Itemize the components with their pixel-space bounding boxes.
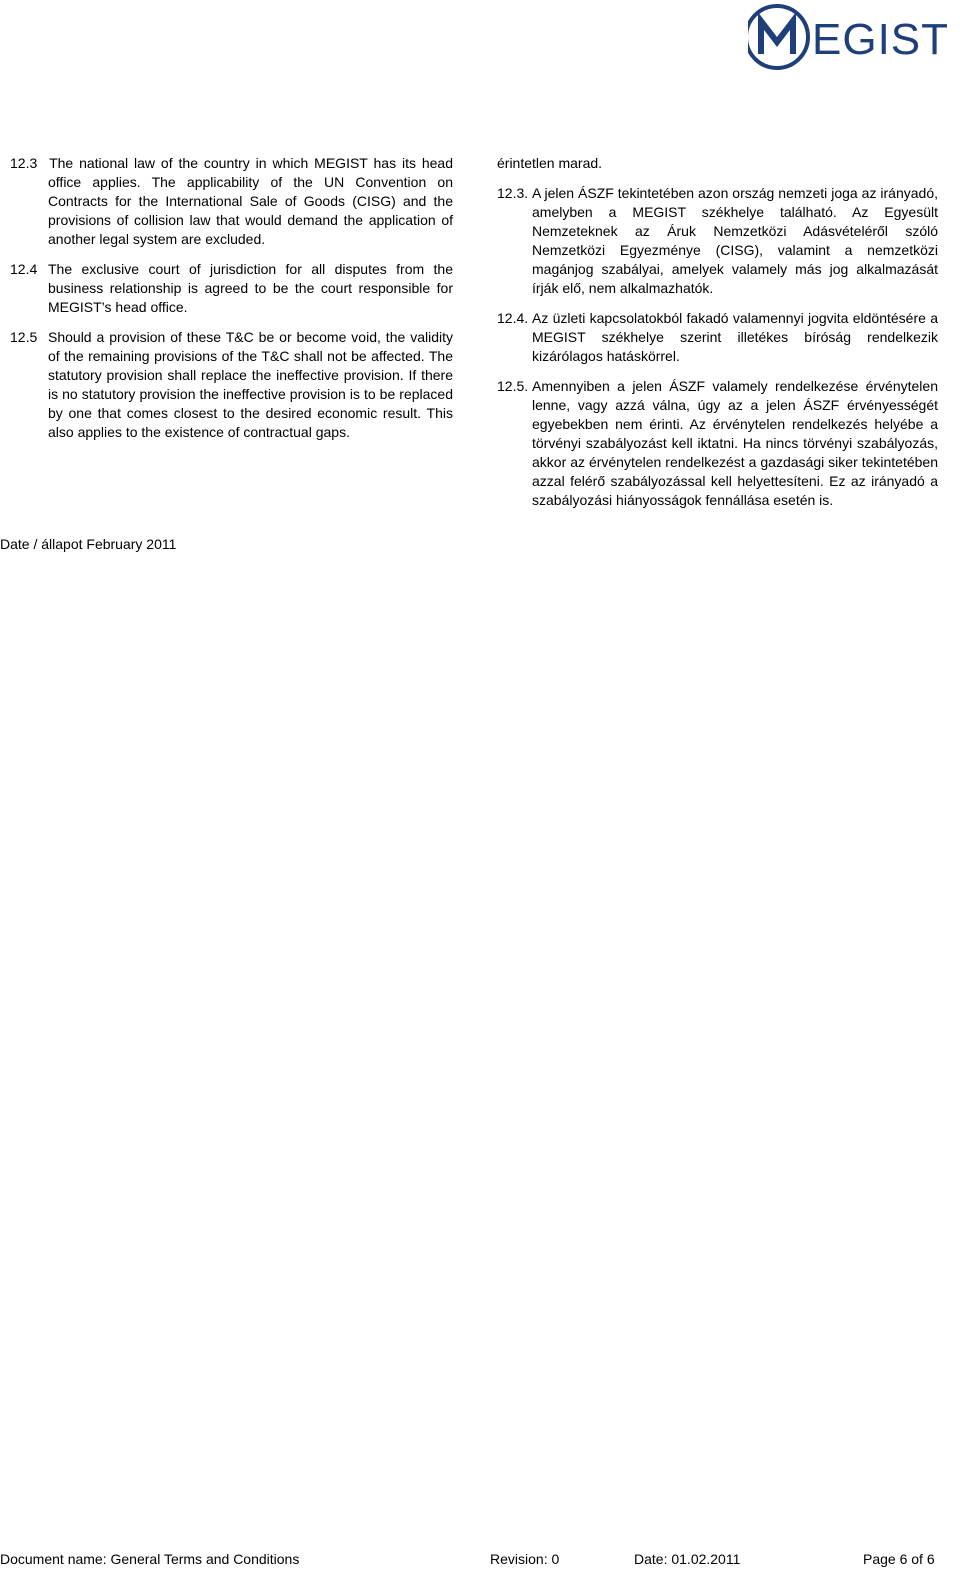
megist-logo	[748, 2, 958, 74]
footer-date: Date: 01.02.2011	[634, 1551, 741, 1567]
footer-revision: Revision: 0	[490, 1551, 560, 1567]
date-status-line: Date / állapot February 2011	[0, 536, 177, 552]
clause-text: Amennyiben a jelen ÁSZF valamely rendelkezése érvénytelen lenne, vagy azzá válna, úgy az a jelen ÁSZF érvényességét egyebekben nem érinti. Az érvénytelen rendelkezés helyébe a törvényi szabályozást kell iktatni. Ha nincs törvényi szabályozás, akkor az érvénytelen rendelkezést a gazdasági siker tekintetében azzal felérő szabályozással kell helyettesíteni. Ez az irányadó a szabályozási hiányosságok fennállása esetén is.	[532, 378, 938, 508]
clause-number: 12.4.	[497, 310, 529, 326]
clause-number: 12.4	[10, 261, 38, 277]
clause-number: 12.3	[10, 155, 38, 171]
svg-text:EGIST: EGIST	[812, 15, 950, 64]
clause-12-5-en	[10, 328, 453, 442]
english-column	[10, 154, 453, 442]
clause-12-3-en	[10, 154, 453, 249]
hungarian-column	[497, 154, 938, 510]
clause-text: The national law of the country in which MEGIST has its head office applies. The applicability of the UN Convention on Contracts for the International Sale of Goods (CISG) and the provisions of collision law that would demand the application of another legal system are excluded.	[48, 155, 454, 247]
clause-number: 12.5	[10, 329, 38, 345]
clause-number: 12.5.	[497, 378, 529, 394]
footer-page-number: Page 6 of 6	[863, 1551, 935, 1567]
clause-12-4-hu	[497, 309, 938, 366]
clause-text: Should a provision of these T&C be or become void, the validity of the remaining provisions of the T&C shall not be affected. The statutory provision shall replace the ineffective provision. If there is no statutory provision the ineffective provision is to be replaced by one that comes closest to the desired economic result. This also applies to the existence of contractual gaps.	[48, 329, 453, 440]
continuation-text: érintetlen marad.	[497, 155, 603, 171]
clause-text: The exclusive court of jurisdiction for all disputes from the business relationship is agreed to be the court responsible for MEGIST’s head office.	[48, 261, 453, 315]
clause-text: A jelen ÁSZF tekintetében azon ország nemzeti joga az irányadó, amelyben a MEGIST székhelye található. Az Egyesült Nemzeteknek az Áruk Nemzetközi Adásvételéről szóló Nemzetközi Egyezménye (CISG), valamint a nemzetközi magánjog szabályai, amelyek valamely más jog alkalmazását írják elő, nem alkalmazhatók.	[532, 185, 938, 296]
clause-text: Az üzleti kapcsolatokból fakadó valamennyi jogvita eldöntésére a MEGIST székhelye szerint illetékes bíróság rendelkezik kizárólagos hatáskörrel.	[532, 310, 938, 364]
clause-number: 12.3.	[497, 185, 529, 201]
page-footer	[0, 1550, 960, 1570]
footer-document-name: Document name: General Terms and Conditions	[0, 1551, 300, 1567]
clause-12-5-hu	[497, 377, 938, 510]
clause-12-4-en	[10, 260, 453, 317]
clause-12-3-hu	[497, 184, 938, 298]
megist-logo-mark	[748, 2, 958, 74]
